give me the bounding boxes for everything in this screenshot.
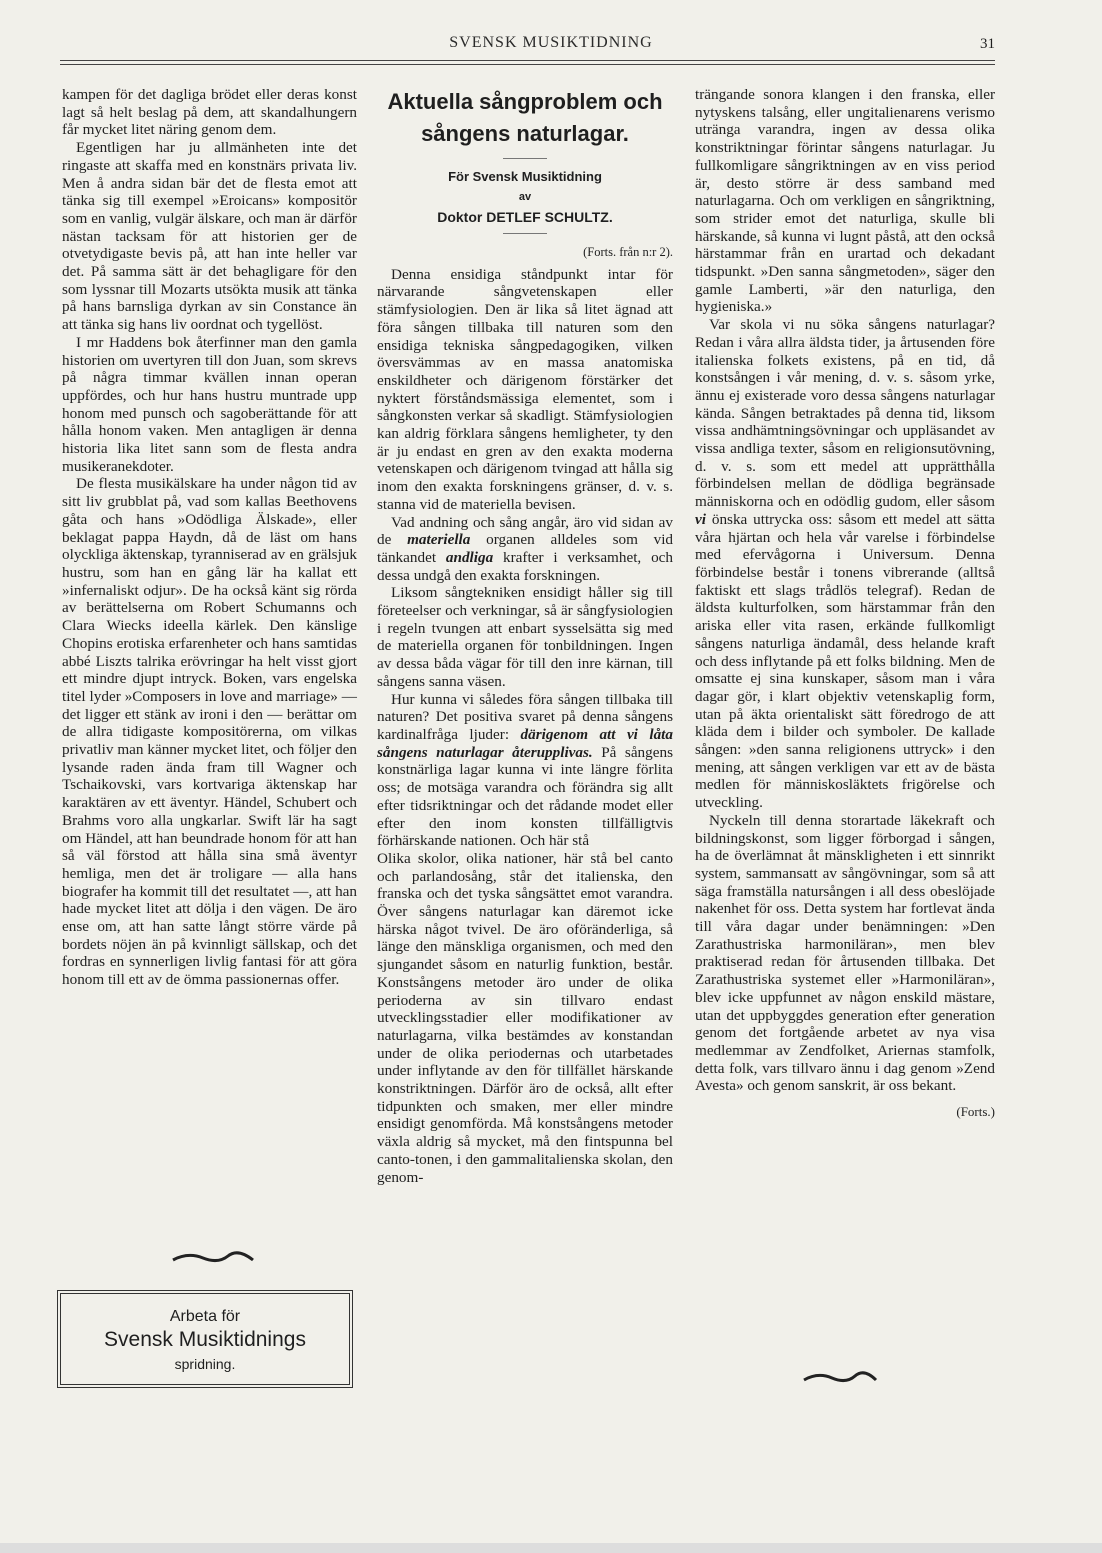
ornament-divider xyxy=(168,1250,258,1269)
paragraph: kampen för det dagliga brödet eller deras konst lagt så helt beslag på dem, att skandalhungern får mycket litet näring genom dem. xyxy=(62,86,357,139)
emphasis: materiella xyxy=(407,531,471,549)
paragraph xyxy=(695,316,995,812)
byline-rule xyxy=(503,233,547,234)
header-rule-second xyxy=(60,64,995,65)
running-header: SVENSK MUSIKTIDNING xyxy=(449,34,653,51)
paragraph: De flesta musikälskare ha under någon tid av sitt liv grubblat på, vad som kallas Beethovens gåta och hans »Odödliga Älskade», eller beklagat pappa Haydn, då de läst om hans olyckliga äktenskap, tyranniserad av en grälsjuk hustru, som han en gång lär ha kallat ett »infernaliskt odjur». De ha också känt sig rörda av berättelserna om Robert Schumanns och Clara Wiecks ideella kärlek. Den känslige Chopins erotiska erfarenheter och hans samtidas abbé Liszts talrika erövringar ha helt visst gjort ett mindre djupt intryck. Boken, vars engelska titel lyder »Composers in love and marriage» — det ligger ett stänk av ironi i den — berättar om de allra tidigaste kompositörerna, om vilkas privatliv man känner mycket litet, och följer den lysande raden ända fram till Wagner och Tschaikovski, vars kortvariga äktenskap har karaktären av ett äventyr. Händel, Schubert och Brahms voro alla ungkarlar. Swift lär ha sagt om Händel, att han beundrade honom för att han så väl förstod att hålla sina små äventyr hemliga, men det är troligare — alla hans biografer ha kommit till det resultatet —, att han hade mycket litet att dölja i den vägen. De äro ense om, att han satte långt större värde på bordets nöjen än på kvinnligt sällskap, och det fordras en synnerligen livlig fantasi för att göra honom till ett av de ömma passionernas offer. xyxy=(62,475,357,989)
text-run: Vad andning och sång angår, äro vid sidan av de xyxy=(377,513,673,549)
flourish-icon xyxy=(168,1250,258,1264)
advert-line-1: Arbeta för xyxy=(169,1308,241,1325)
for-line: För Svensk Musiktidning xyxy=(448,169,602,184)
text-run: På sångens konstnärliga lagar kunna vi inte längre förlita oss; de motsäga varandra och förändra sig allt efter tidsriktningar och det rådande modet eller efter den inom konsten tillfälligtvis förhärskande nationen. Och här stå xyxy=(377,743,673,850)
av-line: av xyxy=(518,191,532,203)
paragraph: Denna ensidiga ståndpunkt intar för närvarande sångvetenskapen eller stämfysiologien. Den är lika så litet ägnad att föra sången tillbaka till naturen som den ensidiga tekniska sångpedagogiken, vilken översvämmas av en massa anatomiska enskildheter och därigenom förstärker det nyktert förståndsmässiga elementet, som i sångkonsten verkar så skadligt. Stämfysiologien kan aldrig förklara sångens hemligheter, ty den är ju endast en gren av den exakta moderna vetenskapen och därigenom tvingad att hålla sig inom den exakta forskningens gränser, d. v. s. stanna vid de materiella bevisen. xyxy=(377,265,673,513)
paragraph: Olika skolor, olika nationer, här stå bel canto och parlandosång, står det italienska, den franska och det tyska sångsättet emot varandra. Över sångens naturlagar kan däremot icke härska något tvivel. De äro oföränderliga, så länge den mänskliga organismen, och med den sjungandet såsom en naturlig funktion, består. Konstsångens metoder äro under de olika perioderna av sin tillvaro endast utvecklingsstadier eller modifikationer av naturlagarna, vilka bestämdes av konstandan under de olika periodernas och utarbetades under inflytande av den för tillfället härskande konstriktningen. Därför äro de också, allt efter tidpunkten och smaken, mer eller mindre ensidigt genomförda. Må konstsångens metoder växla aldrig så mycket, må den fintspunna bel canto-tonen, i den gammalitalienska skolan, den genom- xyxy=(377,849,673,1186)
advert-line-3: spridning. xyxy=(174,1356,236,1372)
paragraph: Nyckeln till denna storartade läkekraft och bildningskonst, som ligger förborgad i sången, ha de överlämnat åt mänskligheten i ett sinnrikt system, sammansatt av sångövningar, som så att säga framställa natursången i all dess obeslöjade nakenhet för oss. Detta system har fortlevat ända till våra dagar under benämningen: »Den Zarathustriska harmoniläran», men blev praktiserad redan för årtusenden tillbaka. Det Zarathustriska systemet eller »Harmoniläran», blev icke uppfunnet av någon enskild mästare, utan det uppbyggdes generation efter generation genom det fortgående arbetet av nya visa medlemmar av Zendfolket, Ariernas stamfolk, detta folk, vars tillvaro ännu i dag genom »Zend Avesta» och genom sanskrit, är oss bekant. xyxy=(695,811,995,1095)
emphasis: vi xyxy=(695,510,706,528)
text-run: Hur kunna vi således föra sången tillbaka till naturen? Det positiva svaret på denna sångens kardinalfråga ljuder: xyxy=(377,690,673,743)
text-run: organen alldeles som vid tänkandet xyxy=(377,531,674,566)
column-left xyxy=(62,86,357,989)
author-line: Doktor DETLEF SCHULTZ. xyxy=(437,209,613,225)
paragraph: Egentligen har ju allmänheten inte det ringaste att skaffa med en konstnärs privata liv. Men å andra sidan bär det de flesta emot att tänka sig till exempel »Eroicans» kompositör som en vanlig, vulgär älskare, och man är därför nästan tacksam för att historien ger de otvetydigaste bevis på, att han inte heller var det. På samma sätt är det behagligare för den som lyssnar till Mozarts utsökta musik att tänka på hans barnsliga dyrkan av sin Constance än att tänka sig hans liv oordnat och tygellöst. xyxy=(62,139,357,334)
paragraph: Liksom sångtekniken ensidigt håller sig till företeelser och verkningar, så är sångfysiologien i regeln tvungen att enbart sysselsätta sig med de materiella organen för tonbildningen. Ingen av dessa båda vägar för till den inre kärnan, till sångens sanna väsen. xyxy=(377,584,673,690)
paragraph xyxy=(377,514,673,585)
advert-line-2: Svensk Musiktidnings xyxy=(104,1328,306,1351)
continued-end: (Forts.) xyxy=(956,1104,995,1120)
article-title: Aktuella sångproblem och sångens naturlagar. xyxy=(387,89,663,146)
emphasis: därigenom att vi låta sångens naturlagar återupplivas. xyxy=(377,725,673,761)
page-number: 31 xyxy=(980,36,995,52)
title-rule xyxy=(503,158,547,159)
advert-box xyxy=(57,1290,353,1388)
paragraph: I mr Haddens bok återfinner man den gamla historien om uvertyren till don Juan, som skrevs på några timmar kvällen innan operan uppfördes, och hur hans hustru muntrade upp honom med punsch och sagoberättande för att hålla honom vaken. Men antagligen är denna historia lika litet sann som de flesta andra musikeranekdoter. xyxy=(62,333,357,475)
paragraph: trängande sonora klangen i den franska, eller nytyskens talsång, eller ungitalienarens verismo utränga varandra, ingen av dessa olika konstriktningar förintar sångens naturlagar. Ju fullkomligare sångriktningen av en viss period är, desto större är dess samband med naturlagarna. Och om verkligen en sångriktning, som strider emot det naturliga, skulle bli härskande, så kunna vi lugnt påstå, att den också härstammar från en urartad och dekadant tidspunkt. »Den sanna sångmetoden», säger den gamle Lamberti, »är den naturliga, den hygieniska.» xyxy=(695,86,995,316)
header-rule xyxy=(60,60,995,61)
text-run: krafter i verksamhet, och dessa undgå den exakta forskningen. xyxy=(377,548,674,584)
column-middle xyxy=(377,86,673,1186)
emphasis: andliga xyxy=(445,548,494,566)
ornament-divider-end xyxy=(800,1370,880,1389)
text-run: Var skola vi nu söka sångens naturlagar? Redan i våra allra äldsta tider, ja årtusenden före italienska folkets existens, på en tid, då konstsången i vår mening, d. v. s. såsom yrke, ännu ej existerade voro dessa sångens naturlagar kända. Sången betraktades på denna tid, liksom vissa andhämtningsövningar och uppläsandet av vissa andliga texter, såsom en religionsutövning, d. v. s. som ett medel att upprätthålla förbindelsen mellan de dödliga begränsade människorna och en odödlig gudom, eller såsom xyxy=(695,316,995,511)
page-edge xyxy=(0,1543,1102,1553)
continued-note: (Forts. från n:r 2). xyxy=(583,245,673,259)
paragraph xyxy=(377,691,673,850)
text-run: önska uttrycka oss: såsom ett medel att sätta våra hjärtan och hela vår varelse i förbindelse med efervågorna i Universum. Denna förbindelse består i tonens vibrerande (alltså faktiskt ett slags trådlös telegraf). Redan de äldsta kulturfolken, som härstammar från den ariska eller vita rasen, erkände fullkomligt sångens naturliga ändamål, dess helande kraft och dess inflytande på ett folks bildning. Men de omsatte ej sina kunskaper, såsom man i våra dagar gör, i klart objektiv vetenskaplig form, utan på äkta orientaliskt sätt föredrogo de att kläda dem i bilder och symboler. De kallade sången: »den sanna religionens uttryck» i den mening, att sången verkligen var ett av de bästa medlen för människosläktets frigörelse och utveckling. xyxy=(695,510,995,812)
flourish-icon xyxy=(800,1370,880,1384)
column-right xyxy=(695,86,995,1121)
